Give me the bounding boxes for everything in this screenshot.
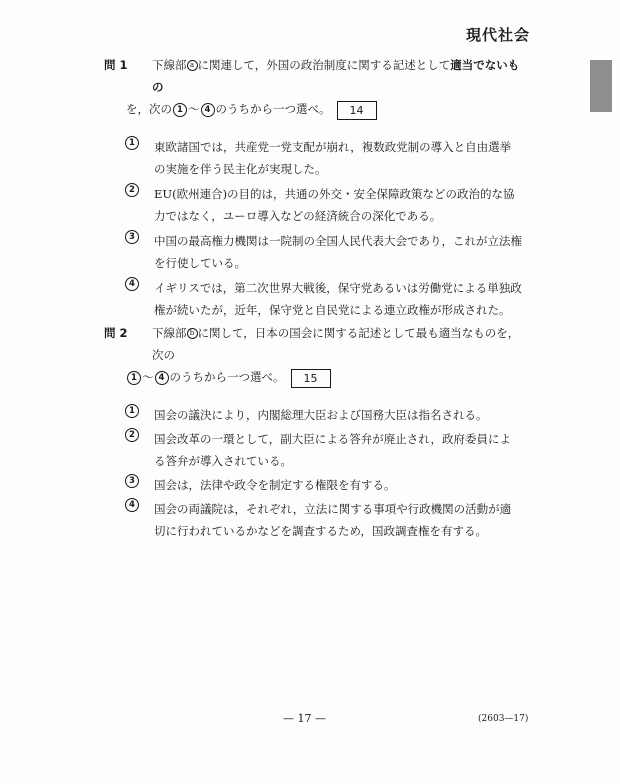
range-separator: 〜 (142, 370, 154, 384)
choice-number-3: 3 (125, 474, 139, 488)
choice-4[interactable] (124, 498, 522, 542)
question-1-choices (124, 136, 522, 321)
choice-1[interactable] (124, 136, 522, 180)
choice-number-4: 4 (125, 498, 139, 512)
choice-number-1: 1 (125, 136, 139, 150)
question-2 (104, 322, 522, 542)
emphasis-text: 適当でないもの (152, 58, 520, 94)
question-1-number: 問 1 (104, 58, 128, 72)
range-start-marker: 1 (127, 371, 141, 385)
answer-box-14[interactable]: 14 (337, 101, 377, 120)
prompt-text: 下線部 (152, 58, 187, 72)
choice-text: EU(欧州連合)の目的は，共通の外交・安全保障政策などの政治的な協力ではなく，ユーロ導入などの経済統合の深化である。 (154, 187, 515, 223)
choice-text: 国会は，法律や政令を制定する権限を有する。 (154, 478, 396, 492)
choice-number-2: 2 (125, 183, 139, 197)
prompt-text: に関して，日本の国会に関する記述として最も適当なものを，次の (152, 326, 520, 362)
question-2-choices (124, 404, 522, 542)
question-2-number: 問 2 (104, 326, 128, 340)
side-index-tab (590, 60, 612, 112)
choice-2[interactable] (124, 428, 522, 472)
page-number: — 17 — (283, 712, 326, 725)
choice-3[interactable] (124, 474, 522, 496)
range-end-marker: 4 (155, 371, 169, 385)
prompt-text: を，次の (126, 102, 172, 116)
choice-text: 国会の議決により，内閣総理大臣および国務大臣は指名される。 (154, 408, 488, 422)
answer-box-15[interactable]: 15 (291, 369, 331, 388)
choice-3[interactable] (124, 230, 522, 274)
range-separator: 〜 (188, 102, 200, 116)
choice-4[interactable] (124, 277, 522, 321)
choice-text: 中国の最高権力機関は一院制の全国人民代表大会であり，これが立法権を行使している。 (154, 234, 522, 270)
prompt-text: のうちから一つ選べ。 (169, 370, 285, 384)
prompt-text: に関連して，外国の政治制度に関する記述として (197, 58, 451, 72)
underline-marker-b: b (187, 328, 198, 339)
choice-2[interactable] (124, 183, 522, 227)
question-1-prompt (152, 54, 522, 98)
question-2-prompt-cont (104, 366, 522, 388)
question-2-prompt (152, 322, 522, 366)
question-1-prompt-cont (104, 98, 522, 120)
choice-number-4: 4 (125, 277, 139, 291)
subject-header: 現代社会 (465, 26, 530, 44)
choice-1[interactable] (124, 404, 522, 426)
range-start-marker: 1 (173, 103, 187, 117)
choice-text: 国会の両議院は，それぞれ，立法に関する事項や行政機関の活動が適切に行われているかなどを調査するため，国政調査権を有する。 (154, 502, 512, 538)
choice-text: 東欧諸国では，共産党一党支配が崩れ，複数政党制の導入と自由選挙の実施を伴う民主化が実現した。 (154, 140, 512, 176)
question-1 (104, 54, 522, 321)
prompt-text: 下線部 (152, 326, 187, 340)
choice-text: イギリスでは，第二次世界大戦後，保守党あるいは労働党による単独政権が続いたが，近年，保守党と自民党による連立政権が形成された。 (154, 281, 522, 317)
choice-number-3: 3 (125, 230, 139, 244)
document-code: (2603—17) (478, 714, 529, 724)
prompt-text: のうちから一つ選べ。 (215, 102, 331, 116)
underline-marker-a: a (187, 60, 198, 71)
range-end-marker: 4 (201, 103, 215, 117)
choice-text: 国会改革の一環として，副大臣による答弁が廃止され，政府委員による答弁が導入されている。 (154, 432, 511, 468)
choice-number-1: 1 (125, 404, 139, 418)
choice-number-2: 2 (125, 428, 139, 442)
